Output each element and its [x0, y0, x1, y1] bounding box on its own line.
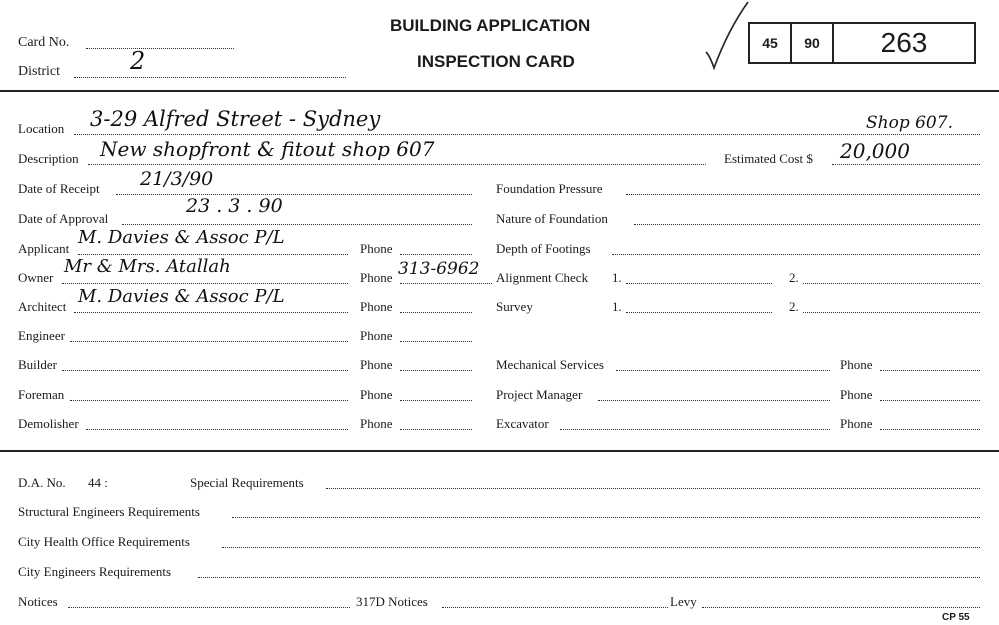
- date-of-receipt-label: Date of Receipt: [18, 181, 100, 196]
- architect-phone-field[interactable]: [400, 312, 472, 313]
- date-of-approval-field[interactable]: [122, 224, 472, 225]
- structural-engineers-label: Structural Engineers Requirements: [18, 504, 200, 519]
- da-no-value: 44 :: [88, 475, 108, 490]
- applicant-phone-label: Phone: [360, 241, 393, 256]
- builder-phone-label: Phone: [360, 357, 393, 372]
- foreman-phone-label: Phone: [360, 387, 393, 402]
- notices-label: Notices: [18, 594, 58, 609]
- excavator-field[interactable]: [560, 429, 830, 430]
- engineer-field[interactable]: [70, 341, 348, 342]
- depth-of-footings-field[interactable]: [612, 254, 980, 255]
- description-field[interactable]: [88, 164, 706, 165]
- reference-box-1: 45: [750, 24, 792, 62]
- applicant-value: M. Davies & Assoc P/L: [78, 227, 285, 248]
- foundation-pressure-label: Foundation Pressure: [496, 181, 603, 196]
- city-engineers-label: City Engineers Requirements: [18, 564, 172, 579]
- project-manager-phone-label: Phone: [840, 387, 873, 402]
- builder-label: Builder: [18, 357, 57, 372]
- owner-value: Mr & Mrs. Atallah: [64, 256, 231, 277]
- date-of-approval-label: Date of Approval: [18, 211, 109, 226]
- applicant-label: Applicant: [18, 241, 70, 256]
- foreman-field[interactable]: [70, 400, 348, 401]
- location-shop-value: Shop 607.: [866, 113, 953, 133]
- reference-box-3: 263: [880, 27, 928, 58]
- project-manager-field[interactable]: [598, 400, 830, 401]
- alignment-check-num-1: 1.: [612, 270, 622, 285]
- da-no-label: D.A. No.: [18, 475, 66, 490]
- architect-field[interactable]: [74, 312, 348, 313]
- district-value: 2: [130, 47, 146, 75]
- applicant-phone-field[interactable]: [400, 254, 472, 255]
- location-field[interactable]: [74, 134, 980, 135]
- date-of-approval-value: 23 . 3 . 90: [186, 195, 283, 217]
- engineer-phone-label: Phone: [360, 328, 393, 343]
- levy-label: Levy: [670, 594, 697, 609]
- location-value: 3-29 Alfred Street - Sydney: [90, 107, 381, 131]
- builder-field[interactable]: [62, 370, 348, 371]
- notices-317d-label: 317D Notices: [356, 594, 428, 609]
- survey-label: Survey: [496, 299, 533, 314]
- special-requirements-field[interactable]: [326, 488, 980, 489]
- date-of-receipt-field[interactable]: [116, 194, 472, 195]
- foundation-pressure-field[interactable]: [626, 194, 980, 195]
- estimated-cost-label: Estimated Cost $: [724, 151, 813, 166]
- owner-label: Owner: [18, 270, 54, 285]
- foreman-label: Foreman: [18, 387, 65, 402]
- mechanical-phone-field[interactable]: [880, 370, 980, 371]
- nature-of-foundation-field[interactable]: [634, 224, 980, 225]
- demolisher-phone-label: Phone: [360, 416, 393, 431]
- structural-engineers-field[interactable]: [232, 517, 980, 518]
- mechanical-phone-label: Phone: [840, 357, 873, 372]
- check-mark-icon: [700, 0, 752, 72]
- city-health-field[interactable]: [222, 547, 980, 548]
- top-divider: [0, 90, 999, 92]
- architect-phone-label: Phone: [360, 299, 393, 314]
- applicant-field[interactable]: [78, 254, 348, 255]
- estimated-cost-field[interactable]: [832, 164, 980, 165]
- foreman-phone-field[interactable]: [400, 400, 472, 401]
- reference-boxes: [748, 22, 976, 64]
- excavator-label: Excavator: [496, 416, 549, 431]
- demolisher-field[interactable]: [86, 429, 348, 430]
- owner-field[interactable]: [62, 283, 348, 284]
- date-of-receipt-value: 21/3/90: [140, 168, 214, 190]
- notices-field[interactable]: [68, 607, 350, 608]
- engineer-label: Engineer: [18, 328, 65, 343]
- mechanical-services-label: Mechanical Services: [496, 357, 604, 372]
- owner-phone-label: Phone: [360, 270, 393, 285]
- architect-value: M. Davies & Assoc P/L: [78, 286, 285, 307]
- builder-phone-field[interactable]: [400, 370, 472, 371]
- project-manager-label: Project Manager: [496, 387, 583, 402]
- survey-num-1: 1.: [612, 299, 622, 314]
- project-manager-phone-field[interactable]: [880, 400, 980, 401]
- notices-317d-field[interactable]: [442, 607, 668, 608]
- form-code: CP 55: [942, 612, 970, 623]
- survey-field-1[interactable]: [626, 312, 772, 313]
- levy-field[interactable]: [702, 607, 980, 608]
- card-no-label: Card No.: [18, 35, 70, 50]
- estimated-cost-value: 20,000: [840, 139, 910, 163]
- description-label: Description: [18, 151, 79, 166]
- reference-box-2: 90: [792, 24, 834, 62]
- demolisher-label: Demolisher: [18, 416, 79, 431]
- district-label: District: [18, 64, 60, 79]
- alignment-check-label: Alignment Check: [496, 270, 589, 285]
- card-no-field[interactable]: [86, 48, 234, 49]
- nature-of-foundation-label: Nature of Foundation: [496, 211, 608, 226]
- middle-divider: [0, 450, 999, 452]
- alignment-check-num-2: 2.: [789, 270, 799, 285]
- engineer-phone-field[interactable]: [400, 341, 472, 342]
- alignment-check-field-2[interactable]: [803, 283, 980, 284]
- architect-label: Architect: [18, 299, 67, 314]
- owner-phone-field[interactable]: [400, 283, 492, 284]
- description-value: New shopfront & fitout shop 607: [100, 137, 435, 161]
- city-health-label: City Health Office Requirements: [18, 534, 190, 549]
- district-field[interactable]: [74, 77, 346, 78]
- title-line-1: BUILDING APPLICATION: [390, 16, 591, 35]
- city-engineers-field[interactable]: [198, 577, 980, 578]
- special-requirements-label: Special Requirements: [190, 475, 304, 490]
- demolisher-phone-field[interactable]: [400, 429, 472, 430]
- depth-of-footings-label: Depth of Footings: [496, 241, 591, 256]
- mechanical-services-field[interactable]: [616, 370, 830, 371]
- title-line-2: INSPECTION CARD: [417, 52, 575, 71]
- location-label: Location: [18, 121, 65, 136]
- owner-phone-value: 313-6962: [398, 259, 480, 279]
- excavator-phone-label: Phone: [840, 416, 873, 431]
- alignment-check-field-1[interactable]: [626, 283, 772, 284]
- excavator-phone-field[interactable]: [880, 429, 980, 430]
- survey-field-2[interactable]: [803, 312, 980, 313]
- survey-num-2: 2.: [789, 299, 799, 314]
